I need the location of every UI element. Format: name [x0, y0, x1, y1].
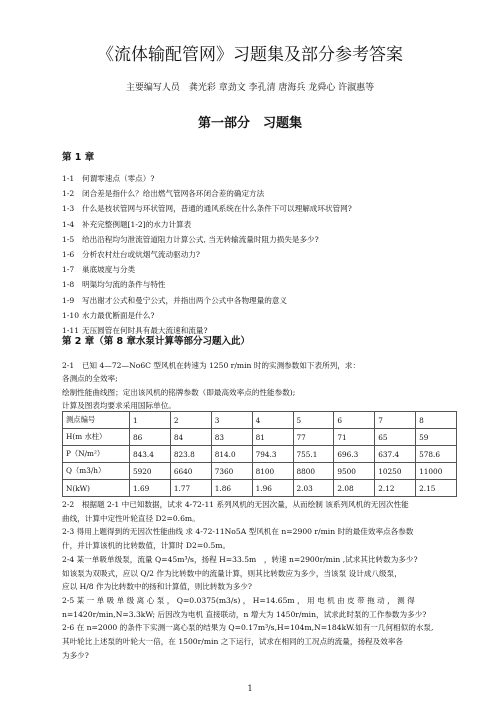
table-cell: 696.3 [334, 446, 375, 463]
table-cell: 71 [334, 429, 375, 446]
page-number: 1 [247, 684, 253, 693]
table-cell: 86 [130, 429, 171, 446]
chapter-1-question-list [62, 171, 462, 338]
document-title: 《流体输配管网》习题集及部分参考答案 [97, 45, 403, 65]
table-cell: 823.8 [170, 446, 211, 463]
table-cell: 1.77 [170, 480, 211, 497]
table-cell: 1.69 [130, 480, 171, 497]
table-cell: 4 [252, 412, 293, 429]
table-cell: 7 [375, 412, 416, 429]
table-row [63, 480, 457, 497]
question-item: 1-6 分析农村灶台或炕烟气流动驱动力? [62, 250, 200, 260]
table-cell: 843.4 [130, 446, 171, 463]
question-item: 1-4 补充完整例题[1-2]的水力计算表 [62, 219, 192, 229]
question-item: 1-7 巢底坡度与分类 [62, 265, 136, 275]
text-line: 计算及图表均要求采用国际单位。 [62, 400, 176, 410]
table-cell: 9500 [334, 463, 375, 480]
table-cell: 2.03 [293, 480, 334, 497]
text-line: n=1420r/min,N=3.3kW; 后因改为电机 直接联动，n 增大为 1450r/min，试求此时泵的工作参数为多少? [62, 609, 427, 619]
table-cell: 6640 [170, 463, 211, 480]
table-cell: 2 [170, 412, 211, 429]
table-cell: 1.86 [211, 480, 252, 497]
table-cell: 8 [416, 412, 457, 429]
question-item: 1-10 水力最优断面是什么? [62, 310, 155, 320]
text-line: 各测点的全效率; [62, 374, 118, 384]
text-line: 2-6 在 n=2000 的条件下实测一离心泵的结果为 Q=0.17m³/s,H=104m,N=184kW.如有一几何相似的水泵, [62, 623, 434, 633]
table-cell: 77 [293, 429, 334, 446]
table-row [63, 429, 457, 446]
table-row [63, 446, 457, 463]
table-cell: 81 [252, 429, 293, 446]
table-cell: 1.96 [252, 480, 293, 497]
table-cell: 8800 [293, 463, 334, 480]
fan-test-data-table [62, 411, 457, 497]
table-cell: 11000 [416, 463, 457, 480]
table-cell: 2.15 [416, 480, 457, 497]
question-item: 1-5 给出沿程均匀泄流管道阻力计算公式, 当无转输流量时阻力损失是多少? [62, 234, 319, 244]
table-cell: 794.3 [252, 446, 293, 463]
table-cell: 8100 [252, 463, 293, 480]
table-cell: 578.6 [416, 446, 457, 463]
authors-line: 主要编写人员 龚光彩 章劲文 李孔清 唐海兵 龙舜心 许淑惠等 [125, 83, 375, 93]
text-line: 其叶轮比上述泵的叶轮大一倍，在 1500r/min 之下运行，试求在相同的工况点的流量，扬程及效率各 [62, 637, 404, 647]
question-item: 1-3 什么是枝状管网与环状管网，普通的通风系统在什么条件下可以理解成环状管网? [62, 204, 352, 214]
table-cell: 测点编号 [63, 412, 130, 429]
text-line: 2-5 某 一 单 吸 单 级 离 心 泵 ， Q=0.0375(m3/s) ， H=14.65m ， 用 电 机 由 皮 带 拖 动 ， 测 得 [62, 595, 415, 605]
text-line: 2-4 某一单吸单级泵，流量 Q=45m³/s，扬程 H=33.5m ，转速 n=2900r/min ,试求其比转数为多少? [62, 554, 418, 564]
text-line: 2-1 已知 4—72—No6C 型风机在转速为 1250 r/min 时的实测参数如下表所列，求： [62, 361, 361, 370]
table-cell: Q（m3/h） [63, 463, 130, 480]
text-line: 绘制性能曲线图；定出该风机的铭牌参数（即最高效率点的性能参数); [62, 387, 296, 397]
text-line: 2-3 得用上题得到的无因次性能曲线 求 4-72-11No5A 型风机在 n=2900 r/min 时的最佳效率点各参数 [62, 527, 414, 537]
table-cell: 5920 [130, 463, 171, 480]
table-cell: 2.08 [334, 480, 375, 497]
question-item: 1-9 写出谢才公式和曼宁公式，并指出两个公式中各物理量的意义 [62, 295, 288, 305]
table-cell: H(m 水柱） [63, 429, 130, 446]
table-cell: 83 [211, 429, 252, 446]
text-line: 2-2 根据题 2-1 中已知数据，试求 4-72-11 系列风机的无因次量，从而绘制 该系列风机的无因次性能 [62, 500, 409, 509]
text-line: 如该泵为双吸式，应以 Q/2 作为比转数中的流量计算，则其比转数应为多少，当该泵 设计成八级泵， [62, 568, 402, 578]
question-item: 1-1 何谓零速点（零点）? [62, 174, 155, 183]
text-line: 应以 H/8 作为比转数中的扬和计算值，则比转数为多少? [62, 582, 252, 592]
table-cell: 84 [170, 429, 211, 446]
question-item: 1-8 明渠均匀流的条件与特性 [62, 280, 166, 290]
table-cell: 637.4 [375, 446, 416, 463]
table-cell: 5 [293, 412, 334, 429]
table-cell: 3 [211, 412, 252, 429]
table-cell: 1 [130, 412, 171, 429]
table-cell: 65 [375, 429, 416, 446]
question-item: 1-2 闭合差是指什么？给出燃气管网各环闭合差的确定方法 [62, 189, 265, 199]
table-cell: 814.0 [211, 446, 252, 463]
table-cell: 2.12 [375, 480, 416, 497]
table-cell: N(kW) [63, 480, 130, 497]
question-item: 1-11 无压圆管在何时具有最大流速和流量? [62, 326, 208, 336]
part-title: 第一部分 习题集 [197, 116, 302, 131]
table-cell: 7360 [211, 463, 252, 480]
chapter-2-heading: 第 2 章（第 8 章水泵计算等部分习题入此） [62, 336, 250, 347]
table-cell: 59 [416, 429, 457, 446]
table-cell: 755.1 [293, 446, 334, 463]
table-cell: 6 [334, 412, 375, 429]
text-line: 什，并计算该机的比转数值，计算时 D2=0.5m。 [62, 541, 231, 551]
table-row [63, 463, 457, 480]
table-cell: P（N/m²） [63, 446, 130, 463]
problem-2-1-text [62, 359, 462, 412]
problems-2-2-to-2-6 [62, 498, 462, 662]
text-line: 为多少? [62, 650, 89, 660]
table-row [63, 412, 457, 429]
chapter-1-heading: 第 1 章 [62, 152, 95, 163]
text-line: 曲线，计算中定性叶轮直径 D2=0.6m。 [62, 513, 200, 523]
table-cell: 10250 [375, 463, 416, 480]
